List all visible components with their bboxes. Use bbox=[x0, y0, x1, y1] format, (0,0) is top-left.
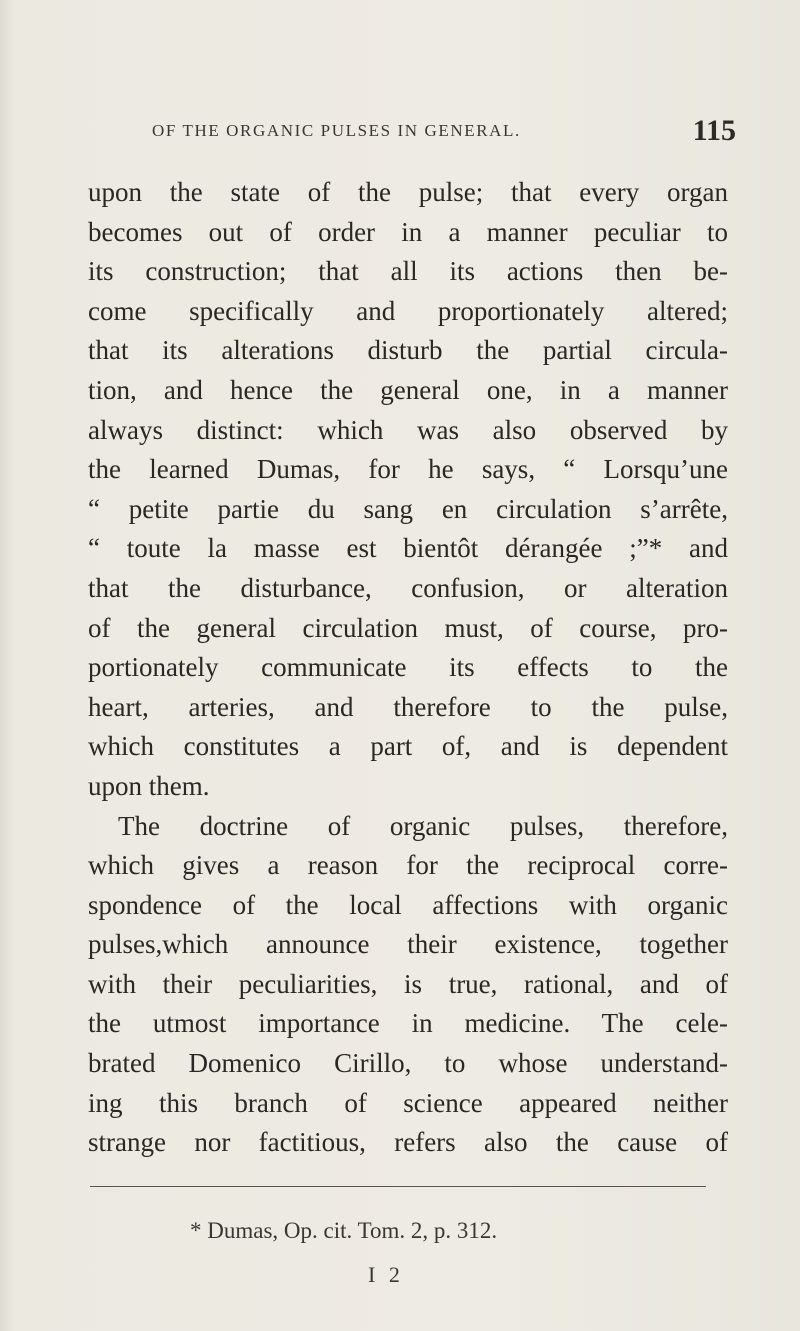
text-line: that the disturbance, confusion, or alteration bbox=[88, 572, 728, 603]
text-line: the utmost importance in medicine. The cele- bbox=[88, 1008, 728, 1039]
text-line: of the general circulation must, of course, pro- bbox=[88, 612, 728, 643]
page-header bbox=[152, 114, 742, 154]
text-line: strange nor factitious, refers also the cause of bbox=[88, 1127, 728, 1158]
text-line: which constitutes a part of, and is dependent bbox=[88, 731, 728, 762]
page-number: 115 bbox=[692, 114, 736, 147]
text-line: spondence of the local affections with organic bbox=[88, 889, 728, 920]
text-line: come specifically and proportionately altered; bbox=[88, 295, 728, 326]
text-line: ing this branch of science appeared neither bbox=[88, 1087, 728, 1118]
paragraph-start-line: The doctrine of organic pulses, therefore, bbox=[118, 810, 728, 841]
running-head: OF THE ORGANIC PULSES IN GENERAL. bbox=[152, 121, 521, 140]
signature-mark: I 2 bbox=[368, 1262, 404, 1287]
text-line: that its alterations disturb the partial circula- bbox=[88, 335, 728, 366]
text-line: becomes out of order in a manner peculiar to bbox=[88, 216, 728, 247]
text-line: the learned Dumas, for he says, “ Lorsqu’une bbox=[88, 454, 728, 485]
text-line: brated Domenico Cirillo, to whose understand- bbox=[88, 1048, 728, 1079]
text-line: heart, arteries, and therefore to the pulse, bbox=[88, 691, 728, 722]
text-line: which gives a reason for the reciprocal corre- bbox=[88, 850, 728, 881]
footnote: * Dumas, Op. cit. Tom. 2, p. 312. bbox=[190, 1218, 498, 1243]
text-line: upon the state of the pulse; that every organ bbox=[88, 177, 728, 207]
text-line: pulses,which announce their existence, together bbox=[88, 929, 728, 960]
text-line: always distinct: which was also observed by bbox=[88, 414, 728, 445]
text-line: with their peculiarities, is true, rational, and of bbox=[88, 968, 728, 999]
footnote-divider bbox=[90, 1186, 706, 1187]
text-line: portionately communicate its effects to the bbox=[88, 652, 728, 683]
text-line: “ toute la masse est bientôt dérangée ;”* and bbox=[88, 533, 728, 564]
text-line: “ petite partie du sang en circulation s’arrête, bbox=[88, 493, 728, 524]
text-line: upon them. bbox=[88, 770, 210, 801]
text-line: its construction; that all its actions then be- bbox=[88, 256, 728, 287]
body-text bbox=[88, 173, 728, 1163]
text-line: tion, and hence the general one, in a manner bbox=[88, 374, 728, 405]
